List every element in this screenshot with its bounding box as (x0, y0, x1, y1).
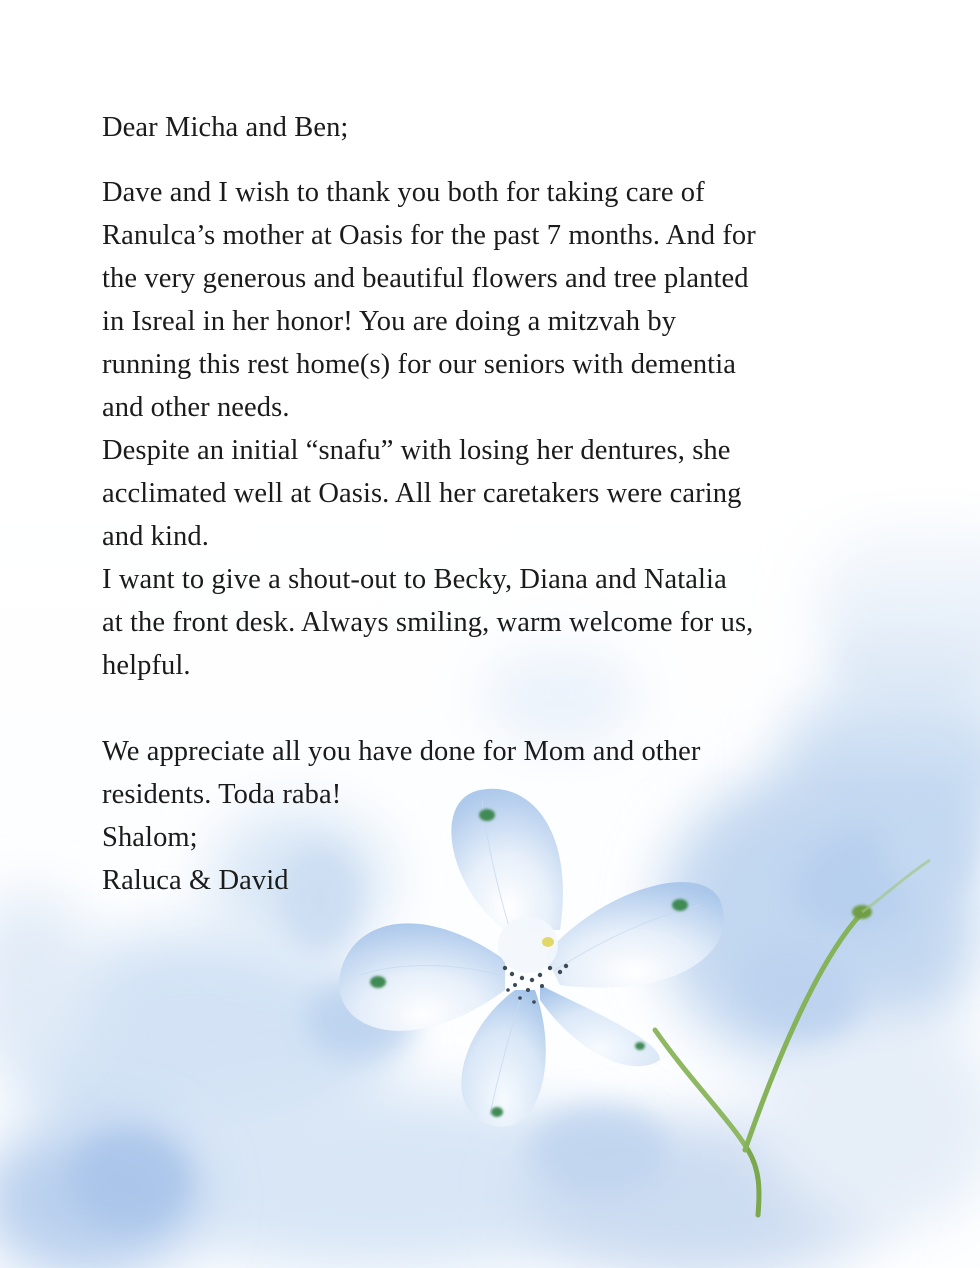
letter-body (102, 106, 902, 902)
text-line: helpful. (102, 650, 191, 681)
paragraph-appreciation (102, 730, 902, 816)
signature: Raluca & David (102, 865, 289, 896)
text-line: at the front desk. Always smiling, warm welcome for us, (102, 607, 754, 638)
paragraph-thanks (102, 171, 902, 429)
text-line: and kind. (102, 521, 209, 552)
paragraph-shoutout (102, 558, 902, 687)
paragraph-spacer (102, 149, 902, 171)
text-line: I want to give a shout-out to Becky, Diana and Natalia (102, 564, 727, 595)
text-line: and other needs. (102, 392, 290, 423)
text-line: We appreciate all you have done for Mom and other (102, 736, 701, 767)
text-line: acclimated well at Oasis. All her caretakers were caring (102, 478, 742, 509)
text-line: running this rest home(s) for our seniors with dementia (102, 349, 736, 380)
text-line: Dave and I wish to thank you both for taking care of (102, 177, 705, 208)
text-line: Ranulca’s mother at Oasis for the past 7 months. And for (102, 220, 756, 251)
paragraph-snafu (102, 429, 902, 558)
closing: Shalom; (102, 822, 198, 853)
text-line: residents. Toda raba! (102, 779, 342, 810)
text-line: the very generous and beautiful flowers and tree planted (102, 263, 749, 294)
paragraph-spacer (102, 687, 902, 730)
greeting: Dear Micha and Ben; (102, 112, 349, 143)
text-line: Despite an initial “snafu” with losing her dentures, she (102, 435, 731, 466)
text-line: in Isreal in her honor! You are doing a mitzvah by (102, 306, 677, 337)
